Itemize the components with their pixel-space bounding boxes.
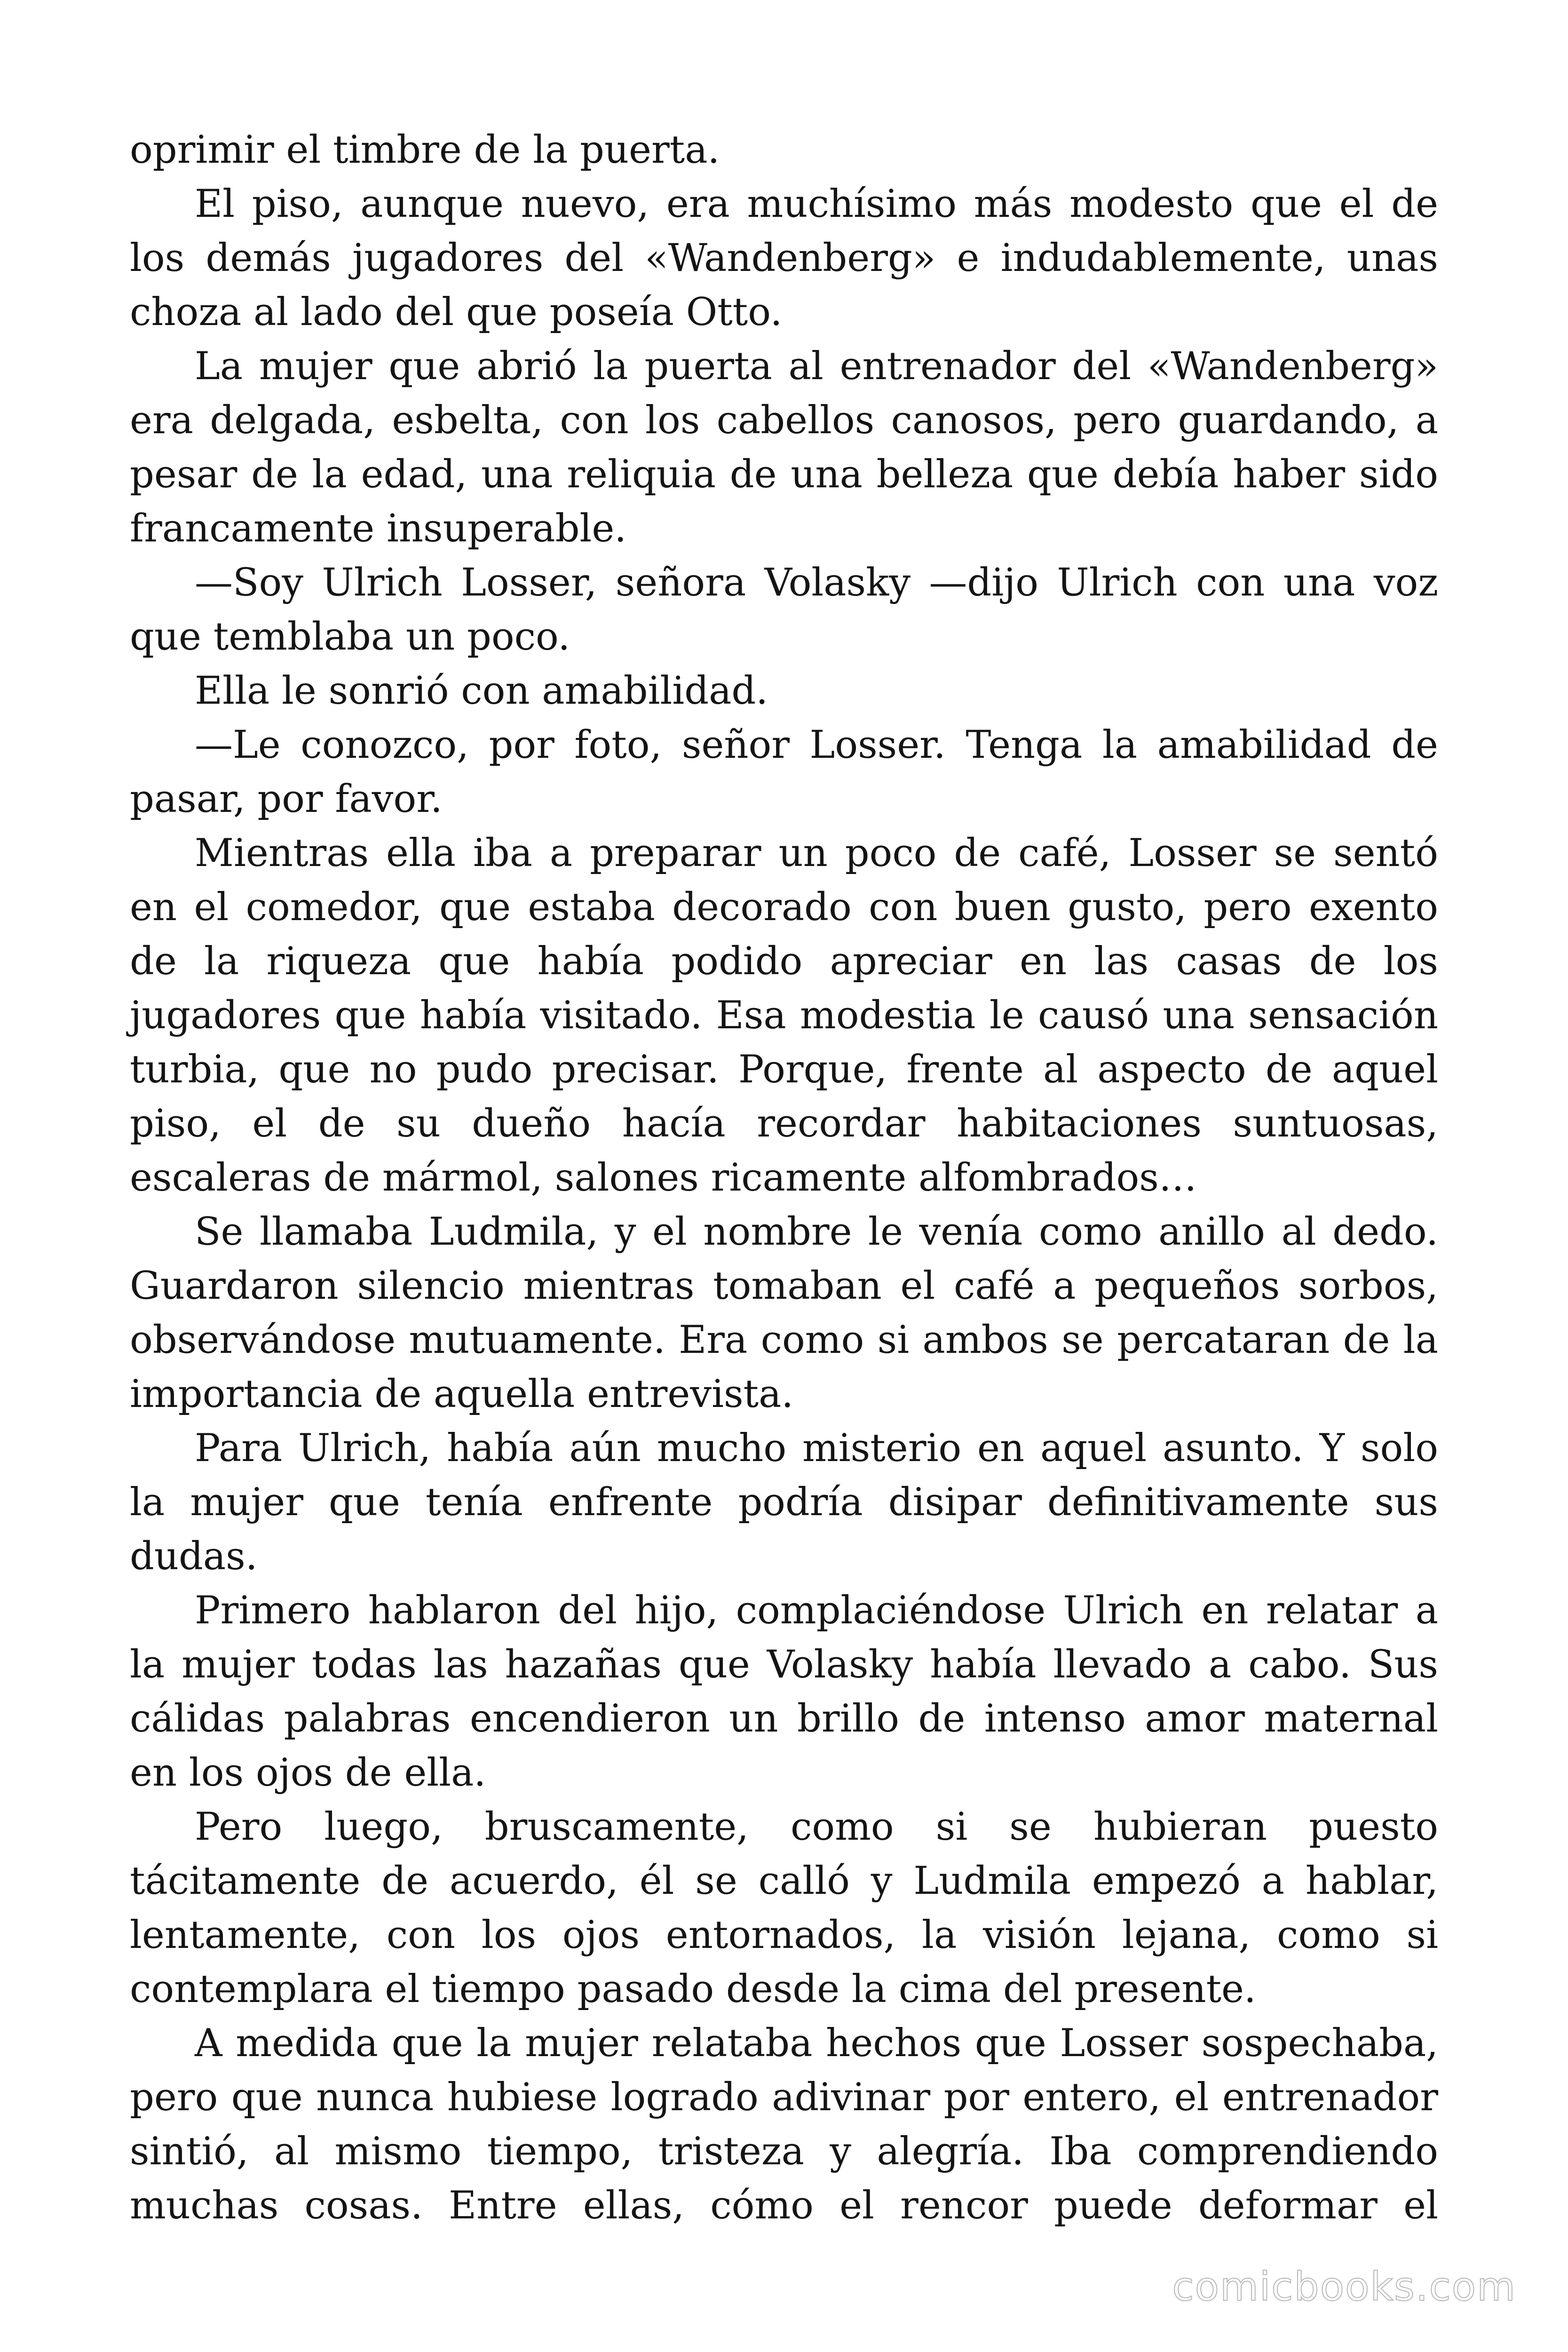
paragraph: —Soy Ulrich Losser, señora Volasky —dijo Ulrich con una voz que temblaba un poco. xyxy=(130,561,1438,659)
paragraph: Ella le sonrió con amabilidad. xyxy=(195,669,768,713)
paragraph-cut-off: A medida que la mujer relataba hechos que Losser sospechaba, pero que nunca hubiese logrado adivinar por entero, el entrenador sintió, al mismo tiempo, tristeza y alegría. Iba comprendiendo muchas cosas. Entre ellas, cómo el rencor puede deformar el xyxy=(130,2021,1438,2228)
paragraph: Pero luego, bruscamente, como si se hubieran puesto tácitamente de acuerdo, él se calló y Ludmila empezó a hablar, lentamente, con los ojos entornados, la visión lejana, como si contemplara el tiempo pasado desde la cima del presente. xyxy=(130,1805,1438,2011)
paragraph: Primero hablaron del hijo, complaciéndose Ulrich en relatar a la mujer todas las hazañas que Volasky había llevado a cabo. Sus cálidas palabras encendieron un brillo de intenso amor maternal en los ojos de ella. xyxy=(130,1589,1438,1795)
paragraph: Para Ulrich, había aún mucho misterio en aquel asunto. Y solo la mujer que tenía enfrente podría disipar definitivamente sus dudas. xyxy=(130,1426,1438,1579)
paragraph: Se llamaba Ludmila, y el nombre le venía como anillo al dedo. Guardaron silencio mientras tomaban el café a pequeños sorbos, observándose mutuamente. Era como si ambos se percataran de la importancia de aquella entrevista. xyxy=(130,1210,1438,1416)
paragraph: El piso, aunque nuevo, era muchísimo más modesto que el de los demás jugadores del «Wandenberg» e indudablemente, unas choza al lado del que poseía Otto. xyxy=(130,182,1438,334)
paragraph-continuation: oprimir el timbre de la puerta. xyxy=(130,128,720,172)
paragraph: La mujer que abrió la puerta al entrenador del «Wandenberg» era delgada, esbelta, con los cabellos canosos, pero guardando, a pesar de la edad, una reliquia de una belleza que debía haber sido francamente insuperable. xyxy=(130,344,1438,551)
watermark: comicbooks.com xyxy=(1172,2264,1516,2310)
paragraph: —Le conozco, por foto, señor Losser. Tenga la amabilidad de pasar, por favor. xyxy=(130,723,1438,821)
body-text xyxy=(130,123,1438,2233)
paragraph: Mientras ella iba a preparar un poco de café, Losser se sentó en el comedor, que estaba decorado con buen gusto, pero exento de la riqueza que había podido apreciar en las casas de los jugadores que había visitado. Esa modestia le causó una sensación turbia, que no pudo precisar. Porque, frente al aspecto de aquel piso, el de su dueño hacía recordar habitaciones suntuosas, escaleras de mármol, salones ricamente alfombrados… xyxy=(130,831,1438,1200)
